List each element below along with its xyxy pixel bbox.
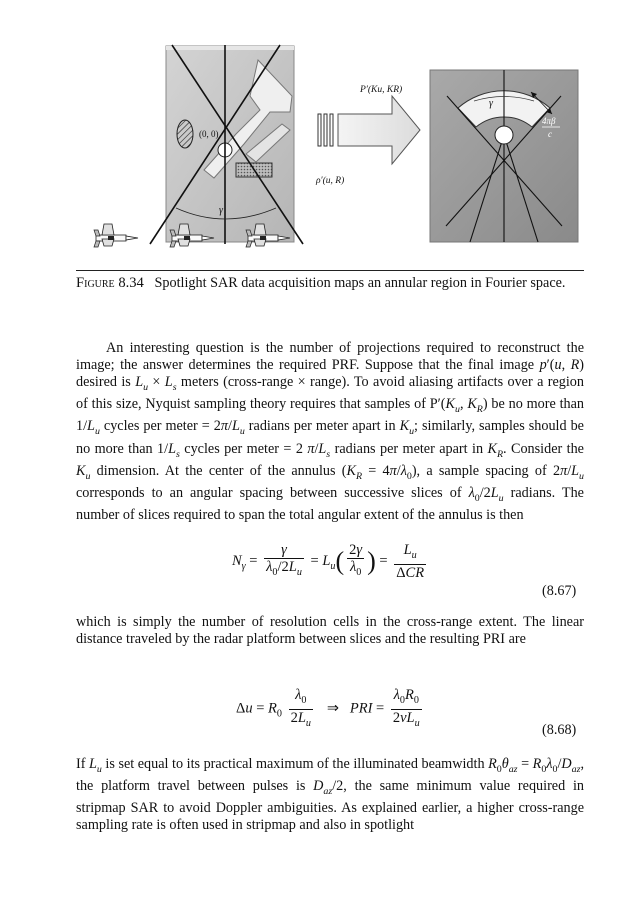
figure-caption: [76, 275, 584, 292]
paragraph-projections: An interesting question is the number of projections required to reconstruct the image; the answer determines the required PRF. Suppose that the final image p′(u, R) desired is $L_u \times L_s$ meters (cross-range × range). To avoid aliasing artifacts over a region of this size, Nyquist sampling theory requires that samples of $P'(K_u$, $K_R$) be no more than $1/L_u$ cycles per meter = $2\pi/L_u$ radians per meter apart in $K_u$; similarly, samples should be no more than $1/L_s$ cycles per meter = 2 $\pi/L_s$ radians per meter apart in $K_R$. Consider the $K_u$ dimension. At the center of the annulus $(K_R = 4\pi/\lambda_0)$, a sample spacing of $2\pi/L_u$ corresponds to an angular spacing between successive slices of $\lambda_0/2L_u$ radians. The number of slices required to span the total angular extent of the annulus is then: [76, 340, 585, 523]
figure-8-34: [0, 0, 636, 270]
annulus-width-denominator: c: [548, 129, 552, 139]
equation-8-67: $N_\gamma$ = $\frac{\gamma}{\lambda_0/2L_u}$ = $L_u$( $\frac{2\gamma}{\lambda_0}$ ) = $\frac{L_u}{\text{ΔCR}}$: [232, 542, 425, 581]
aircraft-1-icon: [94, 224, 138, 247]
transform-arrow-icon: [338, 96, 420, 164]
paragraph-resolution-cells: which is simply the number of resolution cells in the cross-range extent. The linear distance traveled by the radar platform between slices and the resulting PRI are: [76, 614, 584, 648]
equation-8-67-number: (8.67): [542, 583, 577, 599]
fourier-panel: [430, 70, 578, 242]
equation-8-68-number: (8.68): [542, 722, 577, 738]
hatched-ellipse: [177, 120, 193, 148]
caption-rule: [76, 270, 584, 271]
paragraph-stripmap: If $L_u$ is set equal to its practical maximum of the illuminated beamwidth $R_0\theta_{az} = R_0\lambda_0/D_{az}$, the platform travel between pulses is $D_{az}/2$, the same minimum value required in stripmap SAR to avoid Doppler ambiguities. As explained earlier, a higher cross-range sampling rate is often used in stripmap and also in spotlight: [76, 756, 585, 834]
figure-caption-text: Spotlight SAR data acquisition maps an annular region in Fourier space.: [154, 275, 566, 291]
transform-label: P′(Ku, KR): [360, 85, 403, 95]
gamma-right-label: γ: [489, 98, 493, 109]
gamma-left-label: γ: [219, 205, 223, 216]
equation-8-68: $\Delta u = R_0$ $\frac{\lambda_0}{2L_u}$ ⇒ PRI = $\frac{\lambda_0R_0}{2vL_u}$: [236, 687, 420, 729]
origin-label: (0, 0): [199, 129, 219, 139]
transform-bars-icon: [318, 114, 333, 146]
annulus-width-numerator: 4πβ: [542, 116, 556, 126]
figure-caption-label: Figure 8.34: [76, 275, 144, 291]
rho-label: ρ′(u, R): [316, 176, 345, 186]
